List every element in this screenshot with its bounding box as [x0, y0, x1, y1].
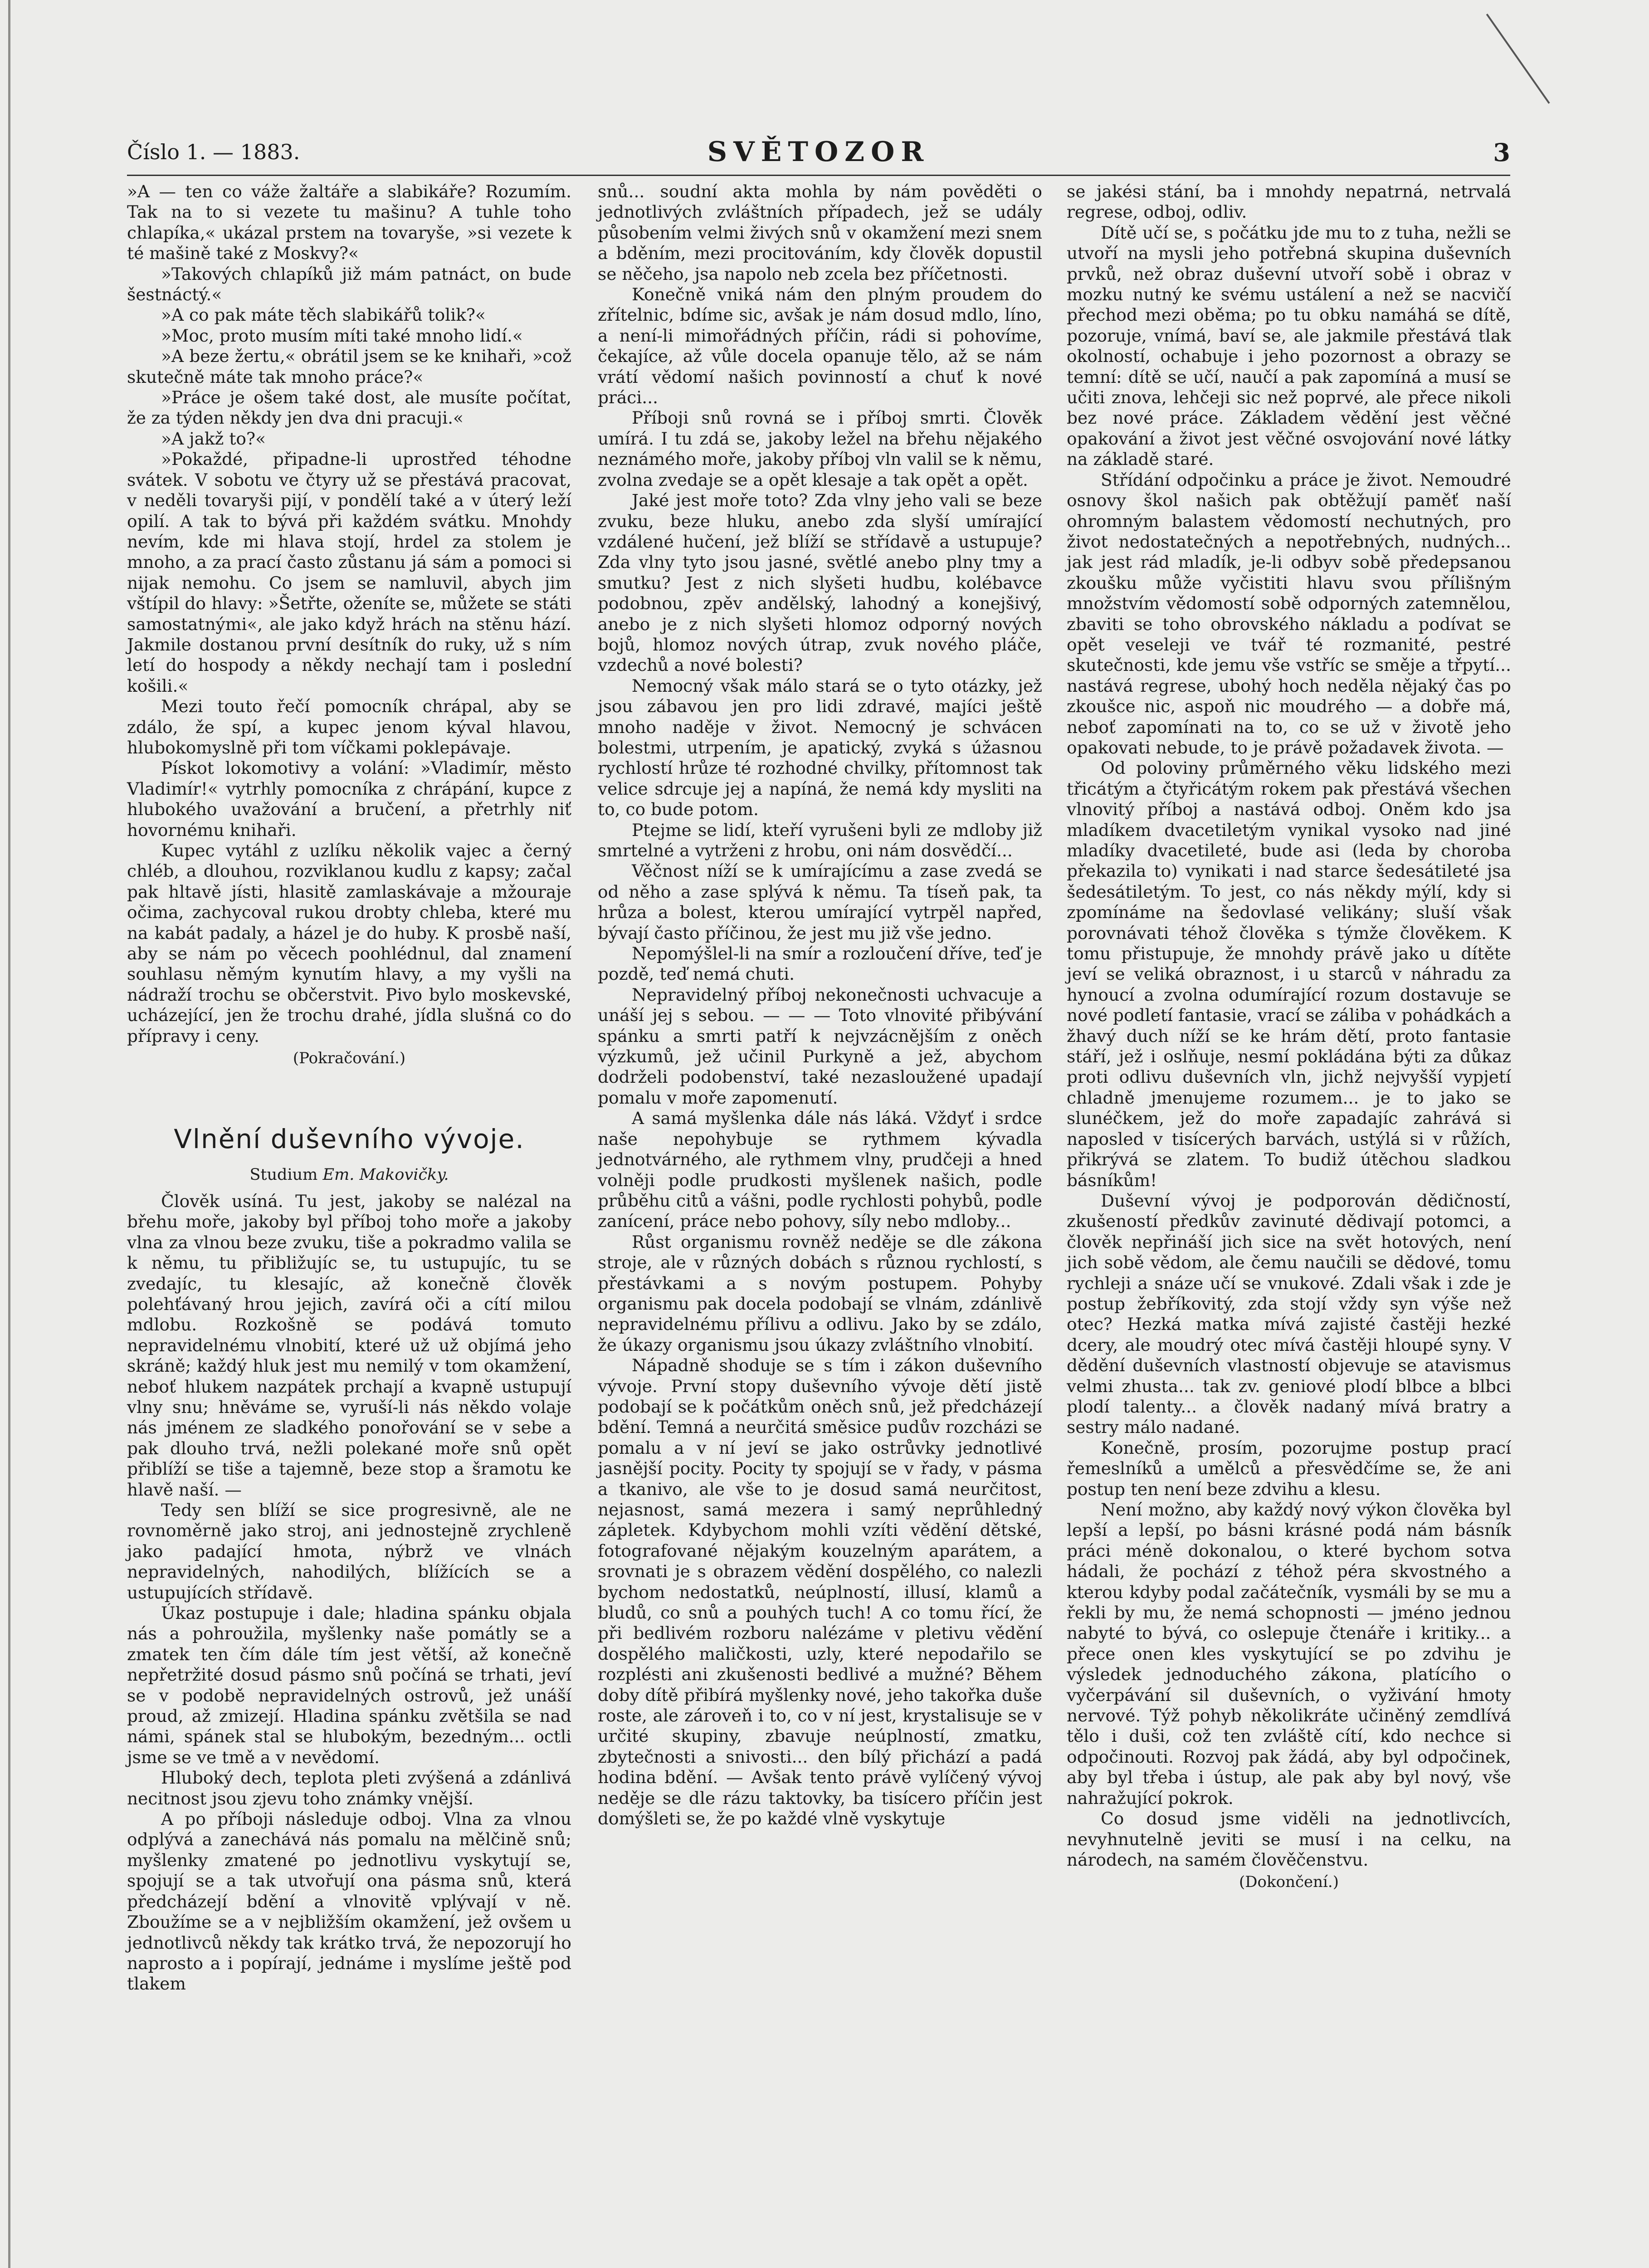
paragraph: »Práce je ošem také dost, ale musíte počítat, že za týden někdy jen dva dni pracuji.« [127, 387, 571, 428]
column-1 [127, 181, 571, 1994]
paragraph: Pískot lokomotivy a volání: »Vladimír, město Vladimír!« vytrhly pomocníka z chrápání, kupce z hlubokého uvažování a bručení, a přetrhly niť hovornému knihaři. [127, 758, 571, 840]
paragraph: se jakési stání, ba i mnohdy nepatrná, netrvalá regrese, odboj, odliv. [1067, 181, 1511, 222]
paragraph: Konečně, prosím, pozorujme postup prací řemeslníků a umělců a přesvědčíme se, že ani postup ten není beze zdvihu a klesu. [1067, 1437, 1511, 1499]
page-fold-line [8, 0, 10, 2268]
paragraph: Ptejme se lidí, kteří vyrušeni byli ze mdloby již smrtelné a vytrženi z hrobu, oni nám dosvědčí... [598, 820, 1042, 860]
paragraph: Nepravidelný příboj nekonečnosti uchvacuje a unáší jej s sebou. — — — Toto vlnovité přibývání spánku a smrti patří k nejvzácnějším z oněch výzkumů, jež učinil Purkyně a jež, abychom dodrželi podobenství, také nezasloužené upadají pomalu v moře zapomenutí. [598, 984, 1042, 1108]
paragraph: »A — ten co váže žaltáře a slabikáře? Rozumím. Tak na to si vezete tu mašinu? A tuhle toho chlapíka,« ukázal prstem na tovaryše, »si vezete k té mašině také z Moskvy?« [127, 181, 571, 264]
masthead-title: SVĚTOZOR [707, 136, 930, 168]
paragraph: Člověk usíná. Tu jest, jakoby se nalézal na břehu moře, jakoby byl příboj toho moře a jakoby vlna za vlnou beze zvuku, tiše a pokradmo valila se k němu, tu přibližujíc se, tu ustupujíc, tu se zvedajíc, tu klesajíc, až konečně člověk polehťávaný hrou jejich, zavírá oči a cítí milou mdlobu. Rozkošně se podává tomuto nepravidelnému vlnobití, které už už objímá jeho skráně; každý hluk jest mu nemilý v tom okamžení, neboť hlukem nazpátek prchají a kvapně ustupují vlny snu; hněváme se, vyruší-li nás někdo volaje nás jménem ze sladkého ponořování se v sebe a pak dlouho trvá, nežli polekané moře snů opět přiblíží se tiše a tajemně, beze stop a šramotu ke hlavě naší. — [127, 1191, 571, 1500]
corner-crease [1486, 14, 1550, 104]
paragraph: Hluboký dech, teplota pleti zvýšená a zdánlivá necitnost jsou zjevu toho známky vnější. [127, 1768, 571, 1809]
paragraph: Nemocný však málo stará se o tyto otázky, jež jsou zábavou jen pro lidi zdravé, majíci ještě mnoho naděje v život. Nemocný je schvácen bolestmi, utrpením, je apatický, zvyká s úžasnou rychlostí hrůze té rozhodné chvilky, přítomnost tak velice sdrcuje jej a napíná, že nemá kdy mysliti na to, co bude potom. [598, 675, 1042, 820]
byline-author: Em. Makovičky. [322, 1166, 449, 1184]
paragraph: Od poloviny průměrného věku lidského mezi třicátým a čtyřicátým rokem pak přestává všechen vlnovitý příboj a nastává odboj. Oněm kdo jsa mladíkem dvacetiletým vynikal vysoko nad jiné mladíky dvacetileté, bude asi (leda by choroba překazila to) vynikati i nad starce šedesátileté jsa šedesátiletým. To jest, co nás někdy mýlí, kdy si zpomínáme na šedovlasé velikány; sluší však porovnávati téhož člověka s týmže člověkem. K tomu přistupuje, že mnohdy právě jako u dítěte jeví se veliká obraznost, i u starců v náhradu za hynoucí a zvolna odumírající rozum dostavuje se nové podletí fantasie, vrací se záliba v pohádkách a žhavý duch níží se ke hrám dětí, proto fantasie stáří, jež i oslňuje, nesmí pokládána býti za důkaz proti odlivu duševních vln, jichž nejvyšší vypjetí chladně jmenujeme rozumem... je to jako se slunéčkem, jež do moře zapadajíc zahrává si naposled v tisícerých barvách, ustýlá si v růžích, přikrývá se zlatem. To budiž útěchou sladkou básníkům! [1067, 758, 1511, 1190]
header-rule [127, 175, 1510, 176]
paragraph: Růst organismu rovněž neděje se dle zákona stroje, ale v různých dobách s různou rychlostí, s přestávkami a s novým postupem. Pohyby organismu pak docela podobají se vlnám, zdánlivě nepravidelnému přílivu a odlivu. Jako by se zdálo, že úkazy organismu jsou úkazy zvláštního vlnobití. [598, 1232, 1042, 1355]
paragraph: Střídání odpočinku a práce je život. Nemoudré osnovy škol našich pak obtěžují paměť naší ohromným balastem vědomostí nechutných, pro život nedostatečných a nepotřebných, nudných... jak jest rád mladík, je-li odbyv sobě předepsanou zkoušku může vyčistiti hlavu svou přílišným množstvím vědomostí sobě odporných zatemnělou, zbaviti se toho obrovského nákladu a podívat se opět veseleji ve tvář té rozmanité, pestré skutečnosti, kde jemu vše vstříc se směje a třpytí... nastává regrese, ubohý hoch neděla nějaký čas po zkoušce nic, aspoň nic moudrého — a dobře má, neboť zapomínati na to, co se už v životě jeho opakovati nebude, to je právě požadavek života. — [1067, 469, 1511, 758]
page-number: 3 [1493, 138, 1510, 167]
article-byline [127, 1165, 571, 1185]
paragraph: Dítě učí se, s počátku jde mu to z tuha, nežli se utvoří na mysli jeho potřebná skupina duševních prvků, než obraz duševní utvoří sobě i obraz v mozku nutný ke svému ustálení a než se nacvičí přechod mezi oběma; po tu obku namáhá se dítě, pozoruje, vnímá, baví se, ale jakmile přestává tlak okolností, ochabuje i jeho pozornost a obrazy se temní: dítě se učí, naučí a pak zapomíná a musí se učiti znova, lehčeji sic než poprvé, ale přece nikoli bez nové práce. Základem vědění jest věčné opakování a život jest věčné osvojování nové látky na základě staré. [1067, 222, 1511, 469]
paragraph: »A jakž to?« [161, 428, 266, 449]
paragraph: A samá myšlenka dále nás láká. Vždyť i srdce naše nepohybuje se rythmem kývadla jednotvárného, ale rythmem vlny, prudčeji a hned volněji podle prudkosti myšlenek našich, podle průběhu citů a vášni, podle rychlosti pohybů, podle zanícení, práce nebo pohovy, síly nebo mdloby... [598, 1108, 1042, 1232]
paragraph: Není možno, aby každý nový výkon člověka byl lepší a lepší, po básni krásné podá nám básník práci méně dokonalou, o které bychom sotva hádali, že pochází z téhož péra skvostného a kterou kdyby podal začátečník, vysmáli by se mu a řekli by mu, že nemá schopnosti — jméno jednou nabyté to bývá, co oslepuje čtenáře i kritiky... a přece onen kles vyskytující se po zdvihu je výsledek jednoduchého zákona, platícího o vyčerpávání sil duševních, o vyživání hmoty nervové. Týž pohyb několikráte učiněný zemdlívá tělo i duši, což ten zvláště cítí, kdo nechce si odpočinouti. Rozvoj pak žádá, aby byl odpočinek, aby byl třeba i ústup, ale pak aby byl nový, vše nahražující pokrok. [1067, 1500, 1511, 1808]
paragraph: A po příboji následuje odboj. Vlna za vlnou odplývá a zanechává nás pomalu na mělčině snů; myšlenky zmatené po jednotlivu vyskytují se, spojují se a tak utvořují ona pásma snů, která předcházejí bdění a vlnovitě vplývají v ně. Zboužíme se a v nejbližším okamžení, jež ovšem u jednotlivců někdy tak krátko trvá, že nepozorují ho naprosto a i popírají, jednáme i myslíme ještě pod tlakem [127, 1809, 571, 1994]
paragraph: Nápadně shoduje se s tím i zákon duševního vývoje. První stopy duševního vývoje dětí jistě podobají se k počátkům oněch snů, jež předcházejí bdění. Temná a neurčitá směsice pudův rozcházi se pomalu a v ní jeví se jako ostrůvky jednotlivé jasnější pocity. Pocity ty spojují se v řady, v pásma a tkanivo, ale vše to je dosud samá neurčitost, nejasnost, samá mezera i samý neprůhledný zápletek. Kdybychom mohli vzíti vědění dětské, fotografované nějakým kouzelným aparátem, a srovnati je s obrazem vědění dospělého, co nalezli bychom nedostatků, neúplností, illusí, klamů a bludů, co snů a pouhých tuch! A co tomu řící, že při bedlivém rozboru nalézáme v pletivu vědění dospělého maličkosti, uzly, které nepodařilo se rozplésti ani zkušenosti bedlivé a mužné? Během doby dítě přibírá myšlenky nové, jeho takořka duše roste, ale zároveň i to, co v ní jest, krystalisuje se v určité skupiny, zbavuje neúplností, zmatku, zbytečnosti a snivosti... den bílý přichází a padá hodina bdění. — Avšak tento právě vylíčený vývoj neděje se dle rázu taktovky, ba tisícero příčin jest domýšleti se, že po každé vlně vyskytuje [598, 1355, 1042, 1829]
paragraph: Nepomýšlel-li na smír a rozloučení dříve, teď je pozdě, teď nemá chuti. [598, 943, 1042, 984]
paragraph: Duševní vývoj je podporován dědičností, zkušeností předkův zavinuté dědivají potomci, a člověk nepřináší jich sice na svět hotových, není jich sobě vědom, ale čemu naučili se dědové, tomu rychleji a snáze učí se vnukové. Zdali však i zde je postup žebříkovitý, zda stojí vždy syn výše než otec? Hezká matka mívá zajisté častěji hezké dcery, ale moudrý otec mívá častěji hloupé syny. V dědění duševních vlastností objevuje se atavismus velmi zhusta... tak zv. geniové plodí blbce a blbci plodí talenty... a člověk nadaný mívá bratry a sestry málo nadané. [1067, 1190, 1511, 1437]
article-title: Vlnění duševního vývoje. [174, 1124, 525, 1155]
column-2 [598, 181, 1042, 1829]
paragraph: Tedy sen blíží se sice progresivně, ale ne rovnoměrně jako stroj, ani jednostejně zrychleně jako padající hmota, nýbrž ve vlnách nepravidelných, nahodilých, blížících se a ustupujících střídavě. [127, 1500, 571, 1603]
paragraph: Příboji snů rovná se i příboj smrti. Člověk umírá. I tu zdá se, jakoby ležel na břehu nějakého neznámého moře, jakoby příboj vln valil se k němu, zvolna zvedaje se a opět klesaje a tak opět a opět. [598, 408, 1042, 490]
paragraph: Mezi touto řečí pomocník chrápal, aby se zdálo, že spí, a kupec jenom kýval hlavou, hlubokomyslně při tom víčkami poklepávaje. [127, 696, 571, 758]
page-header [127, 136, 1510, 172]
paragraph: Konečně vniká nám den plným proudem do zřítelnic, bdíme sic, avšak je nám dosud mdlo, líno, a není-li mimořádných příčin, rádi si pohovíme, čekajíce, až vůle docela opanuje tělo, až se nám vrátí vědomí našich povinností a chuť k nové práci... [598, 284, 1042, 408]
paragraph: Co dosud jsme viděli na jednotlivcích, nevyhnutelně jeviti se musí i na celku, na národech, na samém člověčenstvu. [1067, 1809, 1511, 1870]
paragraph: Kupec vytáhl z uzlíku několik vajec a černý chléb, a dlouhou, rozviklanou kudlu z kapsy; začal pak hltavě jísti, hlasitě zamlaskávaje a mžouraje očima, zachycoval rukou drobty chleba, které mu na kabát padaly, a házel je do huby. K prosbě naší, aby se nám po věcech poohlédnul, dal znamení souhlasu němým kynutím hlavy, a my vyšli na nádraží trochu se občerstvit. Pivo bylo moskevské, ucházející, jen že trochu drahé, jídla slušná co do přípravy i ceny. [127, 841, 571, 1046]
continued-note: (Pokračování.) [293, 1049, 406, 1068]
paragraph: »Moc, proto musím míti také mnoho lidí.« [161, 325, 523, 346]
paragraph: »Pokaždé, připadne-li uprostřed téhodne svátek. V sobotu ve čtyry už se přestává pracovat, v neděli tovaryši pijí, v pondělí také a v úterý leží opilí. A tak to bývá při každém svátku. Mnohdy nevím, kde mi hlava stojí, hrdel za stolem je mnoho, a za prací často zůstanu já sám a pomoci si nijak nemohu. Co jsem se namluvil, abych jim vštípil do hlavy: »Šetřte, oženíte se, můžete se státi samostatnými«, ale jako když hrách na stěnu hází. Jakmile dostanou první desítník do ruky, už s ním letí do hospody a někdy nechají tam i poslední košili.« [127, 449, 571, 696]
issue-number: Číslo 1. — 1883. [127, 140, 300, 164]
paragraph: Věčnost níží se k umírajícímu a zase zvedá se od něho a zase splývá k němu. Ta tíseň pak, ta hrůza a bolest, kterou umírající vytrpěl napřed, bývají často příčinou, že jest mu již vše jedno. [598, 861, 1042, 943]
paragraph: »A beze žertu,« obrátil jsem se ke knihaři, »což skutečně máte tak mnoho práce?« [127, 346, 571, 387]
paragraph: Úkaz postupuje i dale; hladina spánku objala nás a pohroužila, myšlenky naše pomátly se a zmatek ten čím dále tím jest větší, až konečně nepřetržité dosud pásmo snů počíná se trhati, jeví se v podobě nepravidelných ostrovů, jež unáší proud, až zmizejí. Hladina spánku zvětšila se nad námi, spánek stal se hlubokým, bezedným... octli jsme se ve tmě a v nevědomí. [127, 1603, 571, 1767]
paragraph: Jaké jest moře toto? Zda vlny jeho vali se beze zvuku, beze hluku, anebo zda slyší umírající vzdálené hučení, jež blíží se střídavě a ustupuje? Zda vlny tyto jsou jasné, světlé anebo plny tmy a smutku? Jest z nich slyšeti hudbu, kolébavce podobnou, zpěv andělský, lahodný a konejšivý, anebo je z nich slyšeti hlomoz odporný nových bojů, hlomoz nových útrap, zvuk nového pláče, vzdechů a nové bolesti? [598, 490, 1042, 675]
continued-note: (Dokončení.) [1239, 1873, 1339, 1892]
paragraph: »Takových chlapíků již mám patnáct, on bude šestnáctý.« [127, 264, 571, 305]
byline-prefix: Studium [249, 1166, 318, 1184]
paragraph: »A co pak máte těch slabikářů tolik?« [161, 305, 486, 325]
paragraph: snů... soudní akta mohla by nám pověděti o jednotlivých zvláštních případech, jež se udály působením velmi živých snů v okamžení mezi snem a bděním, mezi procitováním, kdy člověk dopustil se něčeho, jsa napolo neb zcela bez příčetnosti. [598, 181, 1042, 284]
column-3 [1067, 181, 1511, 1893]
